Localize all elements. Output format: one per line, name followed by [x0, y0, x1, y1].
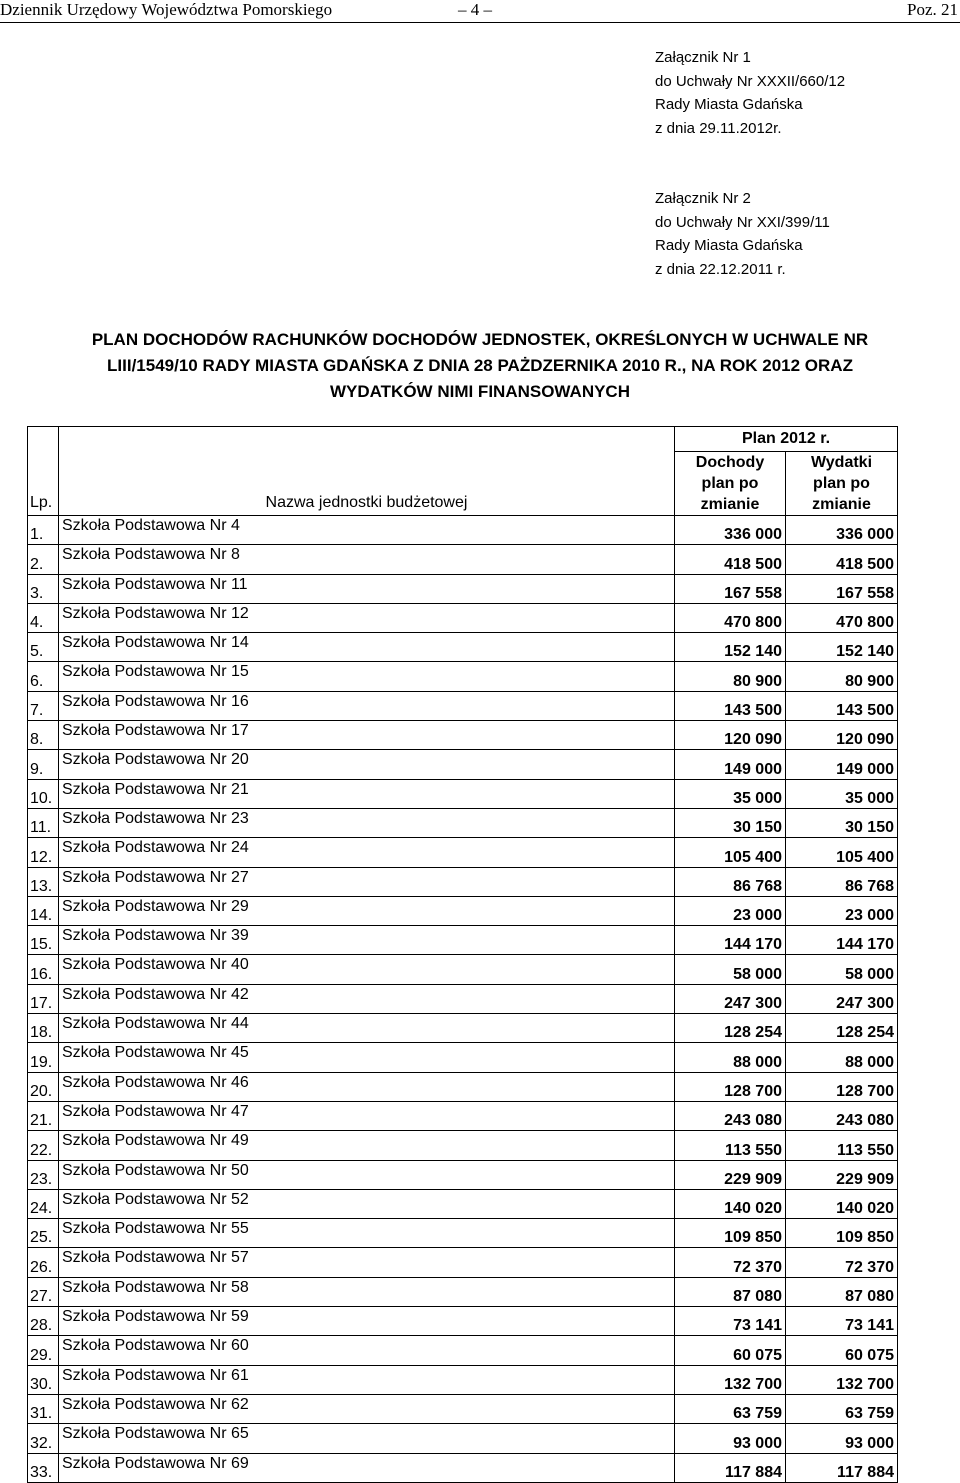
expense-value-cell: 229 909 [786, 1160, 898, 1189]
income-value-cell: 336 000 [675, 516, 786, 545]
position-number: Poz. 21 [907, 0, 958, 19]
income-header-line: plan po [701, 475, 759, 492]
document-title [0, 327, 960, 405]
table-row [28, 1248, 898, 1277]
income-value-cell: 73 141 [675, 1307, 786, 1336]
table-row [28, 516, 898, 545]
row-number-cell: 10. [28, 779, 59, 808]
income-value-cell: 117 884 [675, 1453, 786, 1482]
expense-value-cell: 117 884 [786, 1453, 898, 1482]
unit-name-cell: Szkoła Podstawowa Nr 23 [59, 808, 675, 837]
table-row [28, 1394, 898, 1423]
column-header-name: Nazwa jednostki budżetowej [59, 427, 675, 516]
table-row [28, 926, 898, 955]
unit-name-cell: Szkoła Podstawowa Nr 11 [59, 574, 675, 603]
expense-value-cell: 140 020 [786, 1189, 898, 1218]
expense-value-cell: 113 550 [786, 1131, 898, 1160]
unit-name-cell: Szkoła Podstawowa Nr 50 [59, 1160, 675, 1189]
income-value-cell: 30 150 [675, 808, 786, 837]
attachment-2-note [655, 187, 830, 281]
table-row [28, 1307, 898, 1336]
row-number-cell: 4. [28, 603, 59, 632]
expense-value-cell: 143 500 [786, 691, 898, 720]
income-value-cell: 88 000 [675, 1043, 786, 1072]
table-row [28, 1219, 898, 1248]
unit-name-cell: Szkoła Podstawowa Nr 52 [59, 1189, 675, 1218]
income-value-cell: 128 254 [675, 1014, 786, 1043]
income-value-cell: 152 140 [675, 633, 786, 662]
income-value-cell: 247 300 [675, 984, 786, 1013]
expense-value-cell: 105 400 [786, 838, 898, 867]
row-number-cell: 1. [28, 516, 59, 545]
income-value-cell: 132 700 [675, 1365, 786, 1394]
table-row [28, 1424, 898, 1453]
unit-name-cell: Szkoła Podstawowa Nr 60 [59, 1336, 675, 1365]
table-row [28, 691, 898, 720]
row-number-cell: 14. [28, 896, 59, 925]
unit-name-cell: Szkoła Podstawowa Nr 8 [59, 545, 675, 574]
table-row [28, 808, 898, 837]
attachment-1-line: do Uchwały Nr XXXII/660/12 [655, 72, 846, 90]
table-row [28, 1072, 898, 1101]
table-row [28, 955, 898, 984]
expense-value-cell: 80 900 [786, 662, 898, 691]
row-number-cell: 16. [28, 955, 59, 984]
expense-value-cell: 72 370 [786, 1248, 898, 1277]
expense-value-cell: 30 150 [786, 808, 898, 837]
expense-value-cell: 60 075 [786, 1336, 898, 1365]
column-header-expense [786, 452, 898, 516]
row-number-cell: 9. [28, 750, 59, 779]
income-value-cell: 80 900 [675, 662, 786, 691]
attachment-1-line: z dnia 29.11.2012r. [655, 119, 782, 137]
budget-table [27, 426, 898, 1483]
unit-name-cell: Szkoła Podstawowa Nr 17 [59, 721, 675, 750]
attachment-2-line: do Uchwały Nr XXI/399/11 [655, 213, 830, 231]
row-number-cell: 19. [28, 1043, 59, 1072]
table-row [28, 545, 898, 574]
row-number-cell: 2. [28, 545, 59, 574]
table-row [28, 984, 898, 1013]
table-row [28, 1160, 898, 1189]
column-header-lp: Lp. [28, 427, 59, 516]
table-row [28, 896, 898, 925]
expense-value-cell: 152 140 [786, 633, 898, 662]
unit-name-cell: Szkoła Podstawowa Nr 69 [59, 1453, 675, 1482]
row-number-cell: 5. [28, 633, 59, 662]
income-value-cell: 167 558 [675, 574, 786, 603]
unit-name-cell: Szkoła Podstawowa Nr 58 [59, 1277, 675, 1306]
row-number-cell: 31. [28, 1394, 59, 1423]
unit-name-cell: Szkoła Podstawowa Nr 49 [59, 1131, 675, 1160]
row-number-cell: 20. [28, 1072, 59, 1101]
expense-header-line: Wydatki [810, 454, 873, 471]
income-value-cell: 105 400 [675, 838, 786, 867]
table-row [28, 1189, 898, 1218]
row-number-cell: 17. [28, 984, 59, 1013]
expense-value-cell: 63 759 [786, 1394, 898, 1423]
attachment-2-line: Rady Miasta Gdańska [655, 237, 803, 254]
expense-value-cell: 128 254 [786, 1014, 898, 1043]
income-value-cell: 149 000 [675, 750, 786, 779]
unit-name-cell: Szkoła Podstawowa Nr 45 [59, 1043, 675, 1072]
attachment-2-line: Załącznik Nr 2 [655, 190, 751, 207]
income-value-cell: 60 075 [675, 1336, 786, 1365]
unit-name-cell: Szkoła Podstawowa Nr 20 [59, 750, 675, 779]
expense-header-line: plan po [813, 475, 870, 492]
row-number-cell: 33. [28, 1453, 59, 1482]
income-value-cell: 113 550 [675, 1131, 786, 1160]
expense-value-cell: 149 000 [786, 750, 898, 779]
page-header [0, 0, 960, 23]
expense-value-cell: 247 300 [786, 984, 898, 1013]
expense-value-cell: 109 850 [786, 1219, 898, 1248]
table-row [28, 1277, 898, 1306]
row-number-cell: 18. [28, 1014, 59, 1043]
income-value-cell: 143 500 [675, 691, 786, 720]
table-row [28, 1131, 898, 1160]
row-number-cell: 28. [28, 1307, 59, 1336]
expense-value-cell: 144 170 [786, 926, 898, 955]
row-number-cell: 26. [28, 1248, 59, 1277]
expense-value-cell: 23 000 [786, 896, 898, 925]
income-value-cell: 58 000 [675, 955, 786, 984]
income-value-cell: 109 850 [675, 1219, 786, 1248]
table-row [28, 867, 898, 896]
title-line: WYDATKÓW NIMI FINANSOWANYCH [330, 382, 630, 401]
unit-name-cell: Szkoła Podstawowa Nr 62 [59, 1394, 675, 1423]
expense-header-line: zmianie [812, 496, 871, 513]
row-number-cell: 15. [28, 926, 59, 955]
unit-name-cell: Szkoła Podstawowa Nr 29 [59, 896, 675, 925]
expense-value-cell: 87 080 [786, 1277, 898, 1306]
unit-name-cell: Szkoła Podstawowa Nr 46 [59, 1072, 675, 1101]
table-row [28, 721, 898, 750]
expense-value-cell: 120 090 [786, 721, 898, 750]
table-row [28, 603, 898, 632]
expense-value-cell: 418 500 [786, 545, 898, 574]
attachment-1-note [655, 46, 845, 140]
row-number-cell: 25. [28, 1219, 59, 1248]
expense-value-cell: 93 000 [786, 1424, 898, 1453]
unit-name-cell: Szkoła Podstawowa Nr 44 [59, 1014, 675, 1043]
unit-name-cell: Szkoła Podstawowa Nr 24 [59, 838, 675, 867]
table-row [28, 750, 898, 779]
unit-name-cell: Szkoła Podstawowa Nr 65 [59, 1424, 675, 1453]
unit-name-cell: Szkoła Podstawowa Nr 21 [59, 779, 675, 808]
unit-name-cell: Szkoła Podstawowa Nr 27 [59, 867, 675, 896]
income-value-cell: 144 170 [675, 926, 786, 955]
column-header-plan: Plan 2012 r. [675, 427, 898, 452]
page-number: – 4 – [458, 0, 492, 19]
unit-name-cell: Szkoła Podstawowa Nr 55 [59, 1219, 675, 1248]
income-header-line: Dochody [695, 454, 765, 471]
row-number-cell: 30. [28, 1365, 59, 1394]
expense-value-cell: 35 000 [786, 779, 898, 808]
income-value-cell: 470 800 [675, 603, 786, 632]
unit-name-cell: Szkoła Podstawowa Nr 57 [59, 1248, 675, 1277]
income-value-cell: 63 759 [675, 1394, 786, 1423]
expense-value-cell: 73 141 [786, 1307, 898, 1336]
table-row [28, 1336, 898, 1365]
table-row [28, 1043, 898, 1072]
row-number-cell: 13. [28, 867, 59, 896]
expense-value-cell: 336 000 [786, 516, 898, 545]
row-number-cell: 22. [28, 1131, 59, 1160]
income-header-line: zmianie [700, 496, 760, 513]
row-number-cell: 8. [28, 721, 59, 750]
unit-name-cell: Szkoła Podstawowa Nr 40 [59, 955, 675, 984]
expense-value-cell: 88 000 [786, 1043, 898, 1072]
table-row [28, 779, 898, 808]
income-value-cell: 418 500 [675, 545, 786, 574]
expense-value-cell: 58 000 [786, 955, 898, 984]
unit-name-cell: Szkoła Podstawowa Nr 59 [59, 1307, 675, 1336]
title-line: PLAN DOCHODÓW RACHUNKÓW DOCHODÓW JEDNOSTEK, OKREŚLONYCH W UCHWALE NR [91, 330, 869, 349]
title-line: LIII/1549/10 RADY MIASTA GDAŃSKA Z DNIA 28 PAŻDZERNIKA 2010 R., NA ROK 2012 ORAZ [107, 356, 853, 375]
expense-value-cell: 243 080 [786, 1101, 898, 1130]
row-number-cell: 32. [28, 1424, 59, 1453]
row-number-cell: 3. [28, 574, 59, 603]
income-value-cell: 243 080 [675, 1101, 786, 1130]
table-row [28, 662, 898, 691]
journal-name: Dziennik Urzędowy Województwa Pomorskiego [0, 0, 333, 19]
income-value-cell: 140 020 [675, 1189, 786, 1218]
table-row [28, 1453, 898, 1482]
table-row [28, 1014, 898, 1043]
expense-value-cell: 86 768 [786, 867, 898, 896]
column-header-income [675, 452, 786, 516]
row-number-cell: 29. [28, 1336, 59, 1365]
row-number-cell: 7. [28, 691, 59, 720]
attachment-1-line: Rady Miasta Gdańska [655, 96, 803, 113]
unit-name-cell: Szkoła Podstawowa Nr 15 [59, 662, 675, 691]
expense-value-cell: 470 800 [786, 603, 898, 632]
unit-name-cell: Szkoła Podstawowa Nr 42 [59, 984, 675, 1013]
row-number-cell: 21. [28, 1101, 59, 1130]
income-value-cell: 35 000 [675, 779, 786, 808]
row-number-cell: 6. [28, 662, 59, 691]
row-number-cell: 24. [28, 1189, 59, 1218]
table-row [28, 1365, 898, 1394]
income-value-cell: 72 370 [675, 1248, 786, 1277]
income-value-cell: 93 000 [675, 1424, 786, 1453]
unit-name-cell: Szkoła Podstawowa Nr 61 [59, 1365, 675, 1394]
income-value-cell: 87 080 [675, 1277, 786, 1306]
expense-value-cell: 132 700 [786, 1365, 898, 1394]
income-value-cell: 23 000 [675, 896, 786, 925]
table-row [28, 633, 898, 662]
table-header-row [28, 427, 898, 452]
unit-name-cell: Szkoła Podstawowa Nr 47 [59, 1101, 675, 1130]
table-row [28, 574, 898, 603]
row-number-cell: 12. [28, 838, 59, 867]
unit-name-cell: Szkoła Podstawowa Nr 16 [59, 691, 675, 720]
unit-name-cell: Szkoła Podstawowa Nr 39 [59, 926, 675, 955]
unit-name-cell: Szkoła Podstawowa Nr 14 [59, 633, 675, 662]
income-value-cell: 229 909 [675, 1160, 786, 1189]
expense-value-cell: 167 558 [786, 574, 898, 603]
income-value-cell: 120 090 [675, 721, 786, 750]
income-value-cell: 86 768 [675, 867, 786, 896]
table-row [28, 1101, 898, 1130]
attachment-1-line: Załącznik Nr 1 [655, 49, 751, 66]
attachment-2-line: z dnia 22.12.2011 r. [655, 260, 786, 278]
expense-value-cell: 128 700 [786, 1072, 898, 1101]
row-number-cell: 27. [28, 1277, 59, 1306]
table-row [28, 838, 898, 867]
row-number-cell: 11. [28, 808, 59, 837]
unit-name-cell: Szkoła Podstawowa Nr 12 [59, 603, 675, 632]
row-number-cell: 23. [28, 1160, 59, 1189]
unit-name-cell: Szkoła Podstawowa Nr 4 [59, 516, 675, 545]
income-value-cell: 128 700 [675, 1072, 786, 1101]
